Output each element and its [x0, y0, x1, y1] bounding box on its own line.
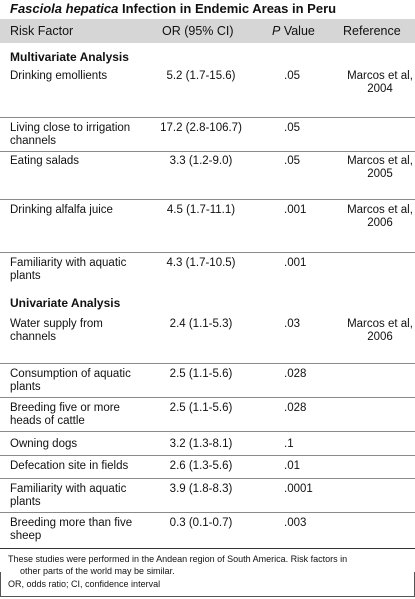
- cell-or: 4.5 (1.7-11.1): [166, 204, 236, 216]
- row-divider: [0, 252, 415, 253]
- cell-risk-factor: Familiarity with aquatic plants: [10, 483, 127, 508]
- cell-or: 2.5 (1.1-5.6): [169, 402, 233, 414]
- cell-reference: Marcos et al, 2006: [347, 204, 413, 229]
- cell-risk-factor: Water supply from channels: [10, 318, 103, 343]
- header-p-rest: Value: [280, 24, 315, 38]
- cell-or: 2.4 (1.1-5.3): [169, 318, 233, 330]
- cell-or: 5.2 (1.7-15.6): [166, 70, 236, 82]
- table-bottom-rule: [0, 548, 415, 549]
- cell-p-value: .028: [284, 368, 307, 380]
- cell-risk-factor: Familiarity with aquatic plants: [10, 257, 127, 282]
- cell-risk-factor: Defecation site in fields: [10, 460, 129, 472]
- cell-p-value: .1: [284, 438, 294, 450]
- title-organism: Fasciola hepatica: [10, 1, 119, 16]
- section-univariate: Univariate Analysis: [10, 296, 121, 310]
- header-p-value: [272, 24, 315, 38]
- cell-p-value: .05: [284, 122, 300, 134]
- title-rest: Infection in Endemic Areas in Peru: [118, 1, 337, 16]
- cell-p-value: .01: [284, 460, 300, 472]
- row-divider: [0, 151, 415, 152]
- footnote-abbreviations: OR, odds ratio; CI, confidence interval: [8, 579, 161, 589]
- row-divider: [0, 199, 415, 200]
- cell-risk-factor: Drinking alfalfa juice: [10, 204, 113, 216]
- cell-risk-factor: Living close to irrigation channels: [10, 122, 131, 147]
- cell-risk-factor: Owning dogs: [10, 438, 78, 450]
- row-divider: [0, 478, 415, 479]
- cell-or: 3.2 (1.3-8.1): [169, 438, 233, 450]
- cell-reference: Marcos et al, 2005: [347, 155, 413, 180]
- cell-p-value: .028: [284, 402, 307, 414]
- cell-or: 3.9 (1.8-8.3): [169, 483, 233, 495]
- header-or: OR (95% CI): [162, 24, 234, 38]
- cell-or: 0.3 (0.1-0.7): [169, 517, 233, 529]
- cell-p-value: .0001: [284, 483, 313, 495]
- cell-or: 3.3 (1.2-9.0): [169, 155, 233, 167]
- row-divider: [0, 512, 415, 513]
- cell-risk-factor: Consumption of aquatic plants: [10, 368, 131, 393]
- header-p-italic: P: [272, 24, 281, 38]
- footnote-frame: [0, 572, 415, 597]
- row-divider: [0, 117, 415, 118]
- cell-risk-factor: Eating salads: [10, 155, 80, 167]
- cell-risk-factor: Breeding more than five sheep: [10, 517, 133, 542]
- row-divider: [0, 455, 415, 456]
- row-divider: [0, 397, 415, 398]
- section-multivariate: Multivariate Analysis: [10, 50, 129, 64]
- row-divider: [0, 431, 415, 432]
- header-risk-factor: Risk Factor: [10, 24, 74, 38]
- cell-or: 2.6 (1.3-5.6): [169, 460, 233, 472]
- cell-p-value: .003: [284, 517, 307, 529]
- table-header: [0, 19, 415, 43]
- cell-p-value: .05: [284, 155, 300, 167]
- cell-p-value: .05: [284, 70, 300, 82]
- cell-p-value: .001: [284, 257, 307, 269]
- footnote-studies-cont: other parts of the world may be similar.: [20, 566, 175, 576]
- cell-reference: Marcos et al, 2004: [347, 70, 413, 95]
- cell-p-value: .03: [284, 318, 300, 330]
- cell-risk-factor: Drinking emollients: [10, 70, 108, 82]
- cell-or: 17.2 (2.8-106.7): [160, 122, 242, 134]
- cell-or: 4.3 (1.7-10.5): [166, 257, 236, 269]
- cell-reference: Marcos et al, 2006: [347, 318, 413, 343]
- row-divider: [0, 363, 415, 364]
- cell-risk-factor: Breeding five or more heads of cattle: [10, 402, 120, 427]
- header-reference: Reference: [343, 24, 401, 38]
- table-title: [10, 1, 336, 16]
- cell-or: 2.5 (1.1-5.6): [169, 368, 233, 380]
- cell-p-value: .001: [284, 204, 307, 216]
- footnote-studies: These studies were performed in the Andean region of South America. Risk factors in: [8, 554, 348, 564]
